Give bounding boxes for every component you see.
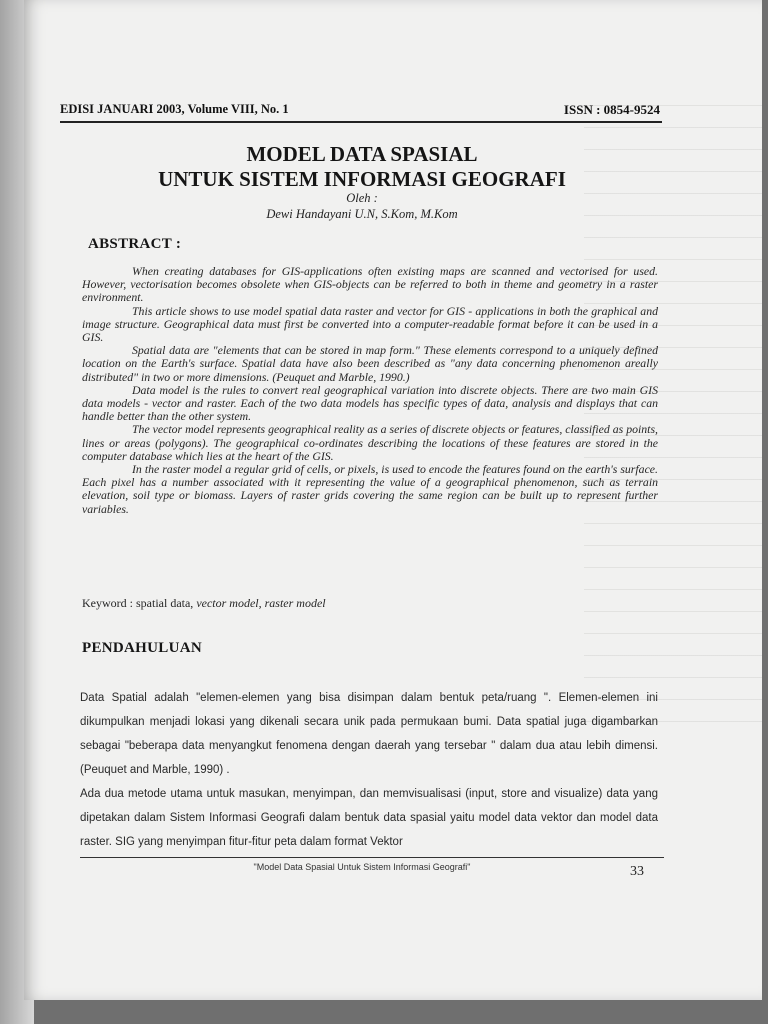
author-name: Dewi Handayani U.N, S.Kom, M.Kom — [266, 207, 458, 221]
byline-label: Oleh : — [346, 191, 378, 205]
keywords — [82, 596, 642, 611]
section-body — [80, 686, 658, 854]
abstract-paragraph: The vector model represents geographical reality as a series of discrete objects or features, classified as points, lines or areas (polygons). The geographical co-ordinates describing the locations of these features are stored in the computer database which lies at the heart of the GIS. — [82, 422, 658, 463]
byline — [60, 190, 664, 222]
abstract-paragraph: Spatial data are "elements that can be stored in map form." These elements correspond to a uniquely defined location on the Earth's surface. Spatial data have also been described as "any data concerning phenomenon areally distributed" in two or more dimensions. (Peuquet and Marble, 1990.) — [82, 343, 658, 384]
abstract-heading: ABSTRACT : — [88, 236, 182, 252]
journal-header — [60, 102, 660, 122]
page-number: 33 — [630, 864, 644, 879]
header-rule — [60, 121, 662, 123]
abstract-body — [82, 265, 658, 516]
abstract-paragraph: Data model is the rules to convert real geographical variation into discrete objects. There are two main GIS data models - vector and raster. Each of the two data models has specific types of data, analysis and displays that can handle better than the other system. — [82, 382, 658, 424]
issn: ISSN : 0854-9524 — [563, 102, 660, 117]
abstract-paragraph: When creating databases for GIS-applications often existing maps are scanned and vectorised for used. However, vectorisation becomes obsolete when GIS-objects can be referred to both in theme and geometry in a raster environment. — [82, 264, 658, 305]
body-paragraph: Ada dua metode utama untuk masukan, menyimpan, dan memvisualisasi (input, store and visualize) data yang dipetakan dalam Sistem Informasi Geografi dalam bentuk data spasial yaitu model data vektor dan model data raster. SIG yang menyimpan fitur-fitur peta dalam format Vektor — [80, 788, 658, 848]
keyword-terms: vector model, raster model — [196, 596, 326, 610]
article-title — [60, 142, 664, 192]
abstract-paragraph: This article shows to use model spatial data raster and vector for GIS - applications in both the graphical and image structure. Geographical data must first be converted into a computer-readable format before it can be used in a GIS. — [82, 303, 658, 345]
footer-rule — [80, 857, 664, 858]
title-line-1: MODEL DATA SPASIAL — [246, 142, 478, 166]
body-paragraph: Data Spatial adalah "elemen-elemen yang bisa disimpan dalam bentuk peta/ruang ". Elemen-elemen ini dikumpulkan menjadi lokasi yang dikenali secara unik pada permukaan bumi. Data spatial juga digambarkan sebagai "beberapa data menyangkut fenomena dengan daerah yang tersebar " dalam dua atau lebih dimensi. (Peuquet and Marble, 1990) . — [80, 692, 658, 776]
title-line-2: UNTUK SISTEM INFORMASI GEOGRAFI — [158, 167, 566, 191]
abstract-paragraph: In the raster model a regular grid of cells, or pixels, is used to encode the features found on the earth's surface. Each pixel has a number associated with it representing the value of a geographical phenomenon, such as terrain elevation, soil type or biomass. Layers of raster grids covering the same region can be built up to represent further variables. — [82, 462, 658, 516]
section-heading: PENDAHULUAN — [82, 640, 202, 656]
keyword-label: Keyword : spatial data, — [82, 596, 197, 610]
running-title: "Model Data Spasial Untuk Sistem Informasi Geografi" — [253, 862, 471, 872]
edition-info: EDISI JANUARI 2003, Volume VIII, No. 1 — [60, 102, 289, 116]
